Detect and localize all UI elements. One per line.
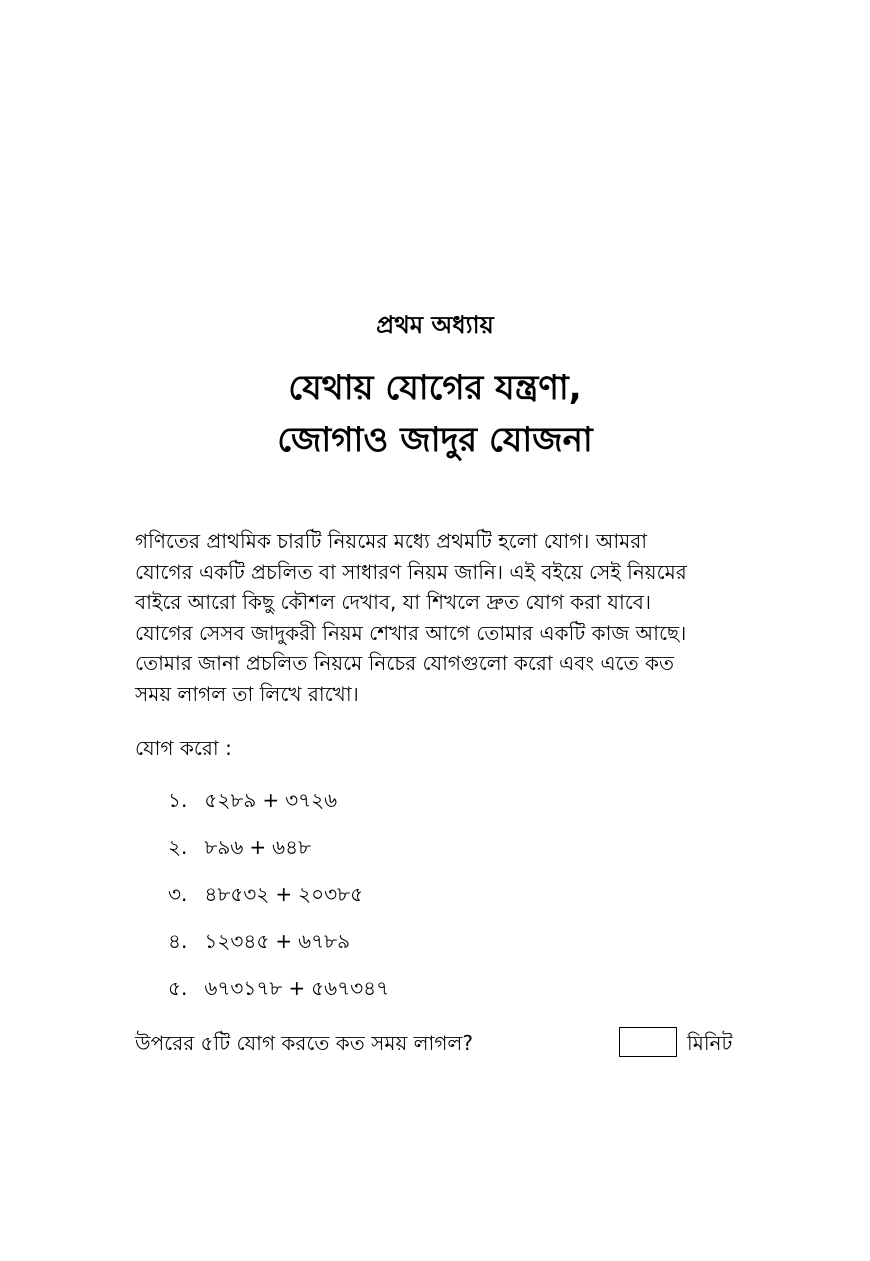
problem-number: ৪.	[168, 929, 188, 953]
problem-item	[168, 832, 389, 879]
addend-b: ৩৭২৬	[285, 788, 338, 812]
problem-number: ৫.	[168, 976, 188, 1000]
addend-b: ৬৭৮৯	[298, 929, 351, 953]
intro-line: যোগের একটি প্রচলিত বা সাধারণ নিয়ম জানি। এই বইয়ে সেই নিয়মের	[135, 559, 687, 584]
plus-sign: +	[249, 835, 267, 859]
intro-line: যোগের সেসব জাদুকরী নিয়ম শেখার আগে তোমার একটি কাজ আছে।	[135, 620, 687, 645]
addend-a: ৮৯৬	[204, 835, 244, 859]
chapter-title-line-2: জোগাও জাদুর যোজনা	[277, 420, 593, 460]
plus-sign: +	[275, 929, 293, 953]
problem-item	[168, 785, 389, 832]
addend-a: ৬৭৩১৭৮	[204, 976, 283, 1000]
chapter-label: প্রথম অধ্যায়	[376, 311, 494, 339]
time-question: উপরের ৫টি যোগ করতে কত সময় লাগল?	[135, 1031, 473, 1055]
plus-sign: +	[275, 882, 293, 906]
minutes-unit-label: মিনিট	[687, 1031, 733, 1055]
intro-line: তোমার জানা প্রচলিত নিয়মে নিচের যোগগুলো করো এবং এতে কত	[135, 651, 674, 675]
addend-a: ৫২৮৯	[204, 788, 257, 812]
problem-item	[168, 879, 389, 926]
addend-a: ৪৮৫৩২	[204, 882, 270, 906]
plus-sign: +	[288, 976, 306, 1000]
addend-a: ১২৩৪৫	[204, 929, 270, 953]
time-question-row	[135, 1026, 739, 1060]
chapter-title	[0, 362, 870, 466]
problem-list	[168, 785, 389, 1020]
addend-b: ৫৬৭৩৪৭	[311, 976, 390, 1000]
intro-line: গণিতের প্রাথমিক চারটি নিয়মের মধ্যে প্রথমটি হলো যোগ। আমরা	[135, 529, 648, 553]
intro-line: বাইরে আরো কিছু কৌশল দেখাব, যা শিখলে দ্রুত যোগ করা যাবে।	[135, 590, 652, 614]
intro-line: সময় লাগল তা লিখে রাখো।	[135, 681, 359, 706]
plus-sign: +	[262, 788, 280, 812]
minutes-answer-box[interactable]	[619, 1027, 677, 1057]
intro-paragraph	[135, 526, 739, 709]
task-heading: যোগ করো :	[135, 736, 232, 760]
addend-b: ২০৩৮৫	[298, 882, 364, 906]
problem-number: ৩.	[168, 882, 188, 906]
problem-number: ১.	[168, 788, 188, 812]
problem-item	[168, 973, 389, 1020]
chapter-title-line-1: যেথায় যোগের যন্ত্রণা,	[288, 368, 582, 408]
problem-number: ২.	[168, 835, 188, 859]
problem-item	[168, 926, 389, 973]
addend-b: ৬৪৮	[272, 835, 312, 859]
